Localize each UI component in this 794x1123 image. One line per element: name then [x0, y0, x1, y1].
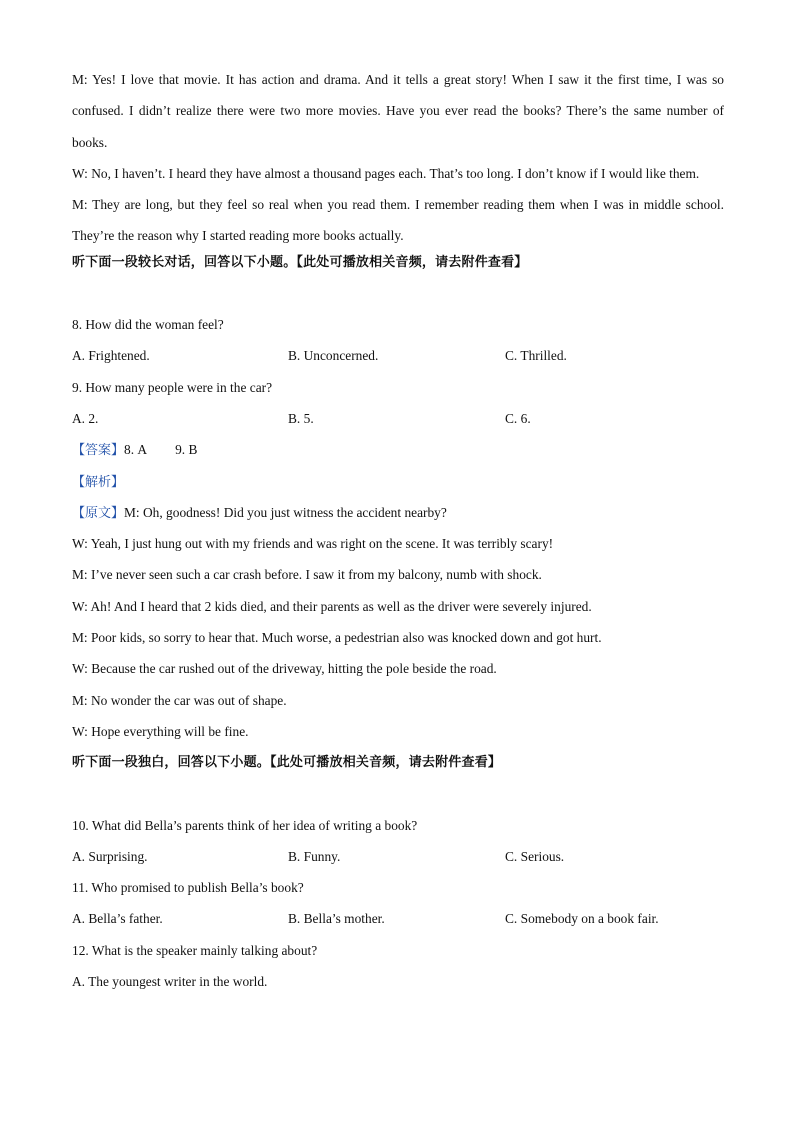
transcript-line: M: Poor kids, so sorry to hear that. Much worse, a pedestrian also was knocked down and got hurt.	[72, 630, 602, 646]
answer-8: 8. A	[124, 442, 148, 458]
transcript-label: 【原文】	[72, 505, 125, 521]
option-c: C. Thrilled.	[505, 348, 567, 364]
dialogue-line: W: No, I haven’t. I heard they have almost a thousand pages each. That’s too long. I don’t know if I would like them.	[72, 165, 700, 181]
answer-line	[72, 439, 724, 470]
dialogue-line: M: Yes! I love that movie. It has action and drama. And it tells a great story! When I saw it the first time, I was so confused. I didn’t realize there were two more movies. Have you ever read the books? There’s the same number of books.	[72, 72, 724, 150]
option-c: C. Somebody on a book fair.	[505, 911, 659, 927]
transcript-text: M: Oh, goodness! Did you just witness the accident nearby?	[124, 504, 447, 520]
transcript-line: W: Hope everything will be fine.	[72, 723, 249, 739]
option-a: A. 2.	[72, 410, 99, 426]
option-b: B. Unconcerned.	[288, 348, 379, 364]
question-10-stem: 10. What did Bella’s parents think of her idea of writing a book?	[72, 817, 418, 833]
transcript-line: M: No wonder the car was out of shape.	[72, 692, 287, 708]
question-8-stem: 8. How did the woman feel?	[72, 317, 224, 333]
dialogue-line: M: They are long, but they feel so real when you read them. I remember reading them when I was in middle school. They’re the reason why I started reading more books actually.	[72, 197, 724, 244]
section-heading-monologue: 听下面一段独白，回答以下小题。【此处可播放相关音频，请去附件查看】	[72, 755, 502, 771]
question-9-options	[72, 408, 724, 439]
question-11-options	[72, 908, 724, 939]
question-9-stem: 9. How many people were in the car?	[72, 379, 273, 395]
option-a: A. Bella’s father.	[72, 911, 163, 927]
option-b: B. 5.	[288, 410, 314, 426]
transcript-line: M: I’ve never seen such a car crash before. I saw it from my balcony, numb with shock.	[72, 567, 542, 583]
analysis-line	[72, 471, 724, 502]
answer-9: 9. B	[175, 442, 198, 458]
transcript-line: W: Yeah, I just hung out with my friends and was right on the scene. It was terribly scary!	[72, 536, 554, 552]
option-b: B. Bella’s mother.	[288, 911, 385, 927]
spacer	[72, 784, 724, 815]
question-12-stem: 12. What is the speaker mainly talking about?	[72, 942, 318, 958]
question-8-options	[72, 345, 724, 376]
option-a: A. Surprising.	[72, 848, 148, 864]
option-b: B. Funny.	[288, 848, 341, 864]
analysis-label: 【解析】	[72, 474, 125, 490]
option-c: C. Serious.	[505, 848, 565, 864]
document-page	[72, 64, 724, 1002]
option-a: A. Frightened.	[72, 348, 150, 364]
spacer	[72, 283, 724, 314]
section-heading-dialogue: 听下面一段较长对话，回答以下小题。【此处可播放相关音频，请去附件查看】	[72, 254, 528, 270]
question-11-stem: 11. Who promised to publish Bella’s book?	[72, 880, 304, 896]
answer-label: 【答案】	[72, 443, 125, 459]
question-12-option-a: A. The youngest writer in the world.	[72, 974, 268, 990]
option-c: C. 6.	[505, 410, 531, 426]
transcript-line: W: Because the car rushed out of the driveway, hitting the pole beside the road.	[72, 661, 497, 677]
question-10-options	[72, 846, 724, 877]
transcript-line: W: Ah! And I heard that 2 kids died, and their parents as well as the driver were severely injured.	[72, 598, 592, 614]
transcript-first-line	[72, 502, 724, 533]
